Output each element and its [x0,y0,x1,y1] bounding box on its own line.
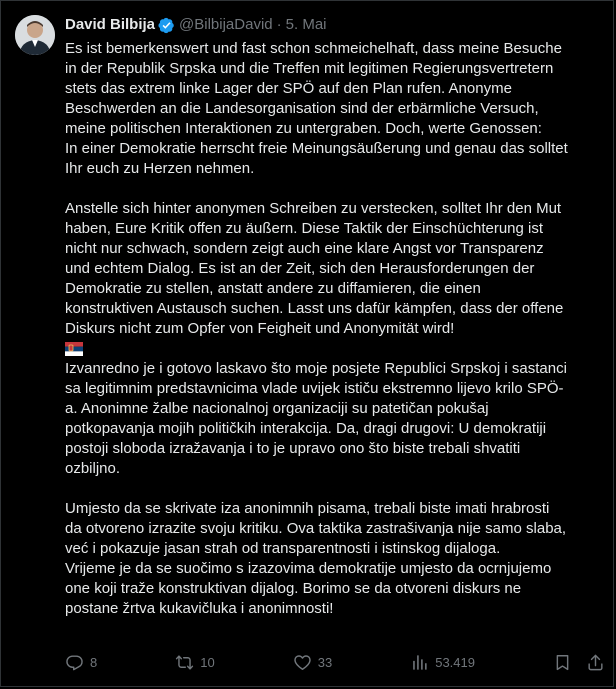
reply-icon [65,653,84,672]
action-bar [65,651,605,673]
verified-badge-icon [158,17,175,34]
text-line: haben, Eure Kritik offen zu äußern. Diese Taktik der Einschüchterung ist [65,220,544,237]
author-handle[interactable]: @BilbijaDavid [179,16,273,33]
repost-button[interactable] [175,653,214,672]
text-line: und echtem Dialog. Es ist an der Zeit, sich den Herausforderungen der [65,260,535,277]
text-line: postoji sloboda izražavanja i to je upravo ono što biste trebali shvatiti [65,440,521,457]
views-button[interactable] [410,653,475,672]
text-line: postane žrtva kukavičluka i anonimnosti! [65,600,334,617]
serbia-flag-icon [65,342,83,356]
heart-icon [293,653,312,672]
text-line: meine politischen Interaktionen zu untergraben. Doch, werte Genossen: [65,120,542,137]
text-line: nicht nur schwach, sondern zeigt auch eine klare Angst vor Transparenz [65,240,544,257]
text-line: In einer Demokratie herrscht freie Meinungsäußerung und genau das solltet [65,140,568,157]
share-icon[interactable] [586,653,605,672]
like-button[interactable] [293,653,332,672]
text-line: Ihr euch zu Herzen nehmen. [65,160,255,177]
paragraph-german-1 [65,39,605,179]
text-line: stets das extrem linke Lager der SPÖ auf den Plan rufen. Anonyme [65,80,512,97]
text-line: Anstelle sich hinter anonymen Schreiben zu verstecken, solltet Ihr den Mut [65,200,562,217]
tweet-header [65,15,327,35]
secondary-actions [553,653,605,672]
avatar-photo [15,15,55,55]
text-line: Demokratie zu stellen, anstatt andere zu diffamieren, die einen [65,280,481,297]
tweet-date[interactable]: 5. Mai [285,16,327,33]
reply-button[interactable] [65,653,97,672]
views-chart-icon [410,653,429,672]
tweet-text [65,39,605,619]
text-line: Diskurs nicht zum Opfer von Feigheit und Anonymität wird! [65,320,455,337]
paragraph-german-2 [65,199,605,339]
repost-icon [175,653,194,672]
text-line: da otvoreno izrazite svoju kritiku. Ova taktika zastrašivanja nije samo slaba, [65,520,567,537]
text-line: ozbiljno. [65,460,121,477]
text-line: Umjesto da se skrivate iza anonimnih pisama, trebali biste imati hrabrosti [65,500,550,517]
header-separator: · [276,16,282,33]
reply-count: 8 [90,654,98,670]
text-line: a. Anonimne žalbe nacionalnoj organizaciji su patetičan pokušaj [65,400,489,417]
text-line: sa legitimnim predstavnicima vlade uvijek ističu ekstremno lijevo krilo SPÖ- [65,380,564,397]
bookmark-icon[interactable] [553,653,572,672]
text-line: Es ist bemerkenswert und fast schon schmeichelhaft, dass meine Besuche [65,40,562,57]
author-name[interactable]: David Bilbija [65,16,156,33]
text-line: potkopavanja mojih političkih interakcija. Da, dragi drugovi: U demokratiji [65,420,547,437]
views-count: 53.419 [435,654,475,670]
like-count: 33 [317,654,333,670]
paragraph-serbian-1 [65,359,605,479]
paragraph-serbian-2 [65,499,605,619]
text-line: one koji traže konstruktivan dijalog. Borimo se da otvoreni diskurs ne [65,580,522,597]
repost-count: 10 [200,654,215,670]
text-line: konstruktiven Austausch suchen. Lasst uns dafür kämpfen, dass der offene [65,300,564,317]
avatar[interactable] [15,15,55,55]
text-line: in der Republik Srpska und die Treffen mit legitimen Regierungsvertretern [65,60,554,77]
text-line: Beschwerden an die Landesorganisation sind der erbärmliche Versuch, [65,100,539,117]
text-line: već i pokazuje jasan strah od transparentnosti i istinskog dijaloga. [65,540,501,557]
text-line: Izvanredno je i gotovo laskavo što moje posjete Republici Srpskoj i sastanci [65,360,567,377]
text-line: Vrijeme je da se suočimo s izazovima demokratije umjesto da ocrnjujemo [65,560,552,577]
